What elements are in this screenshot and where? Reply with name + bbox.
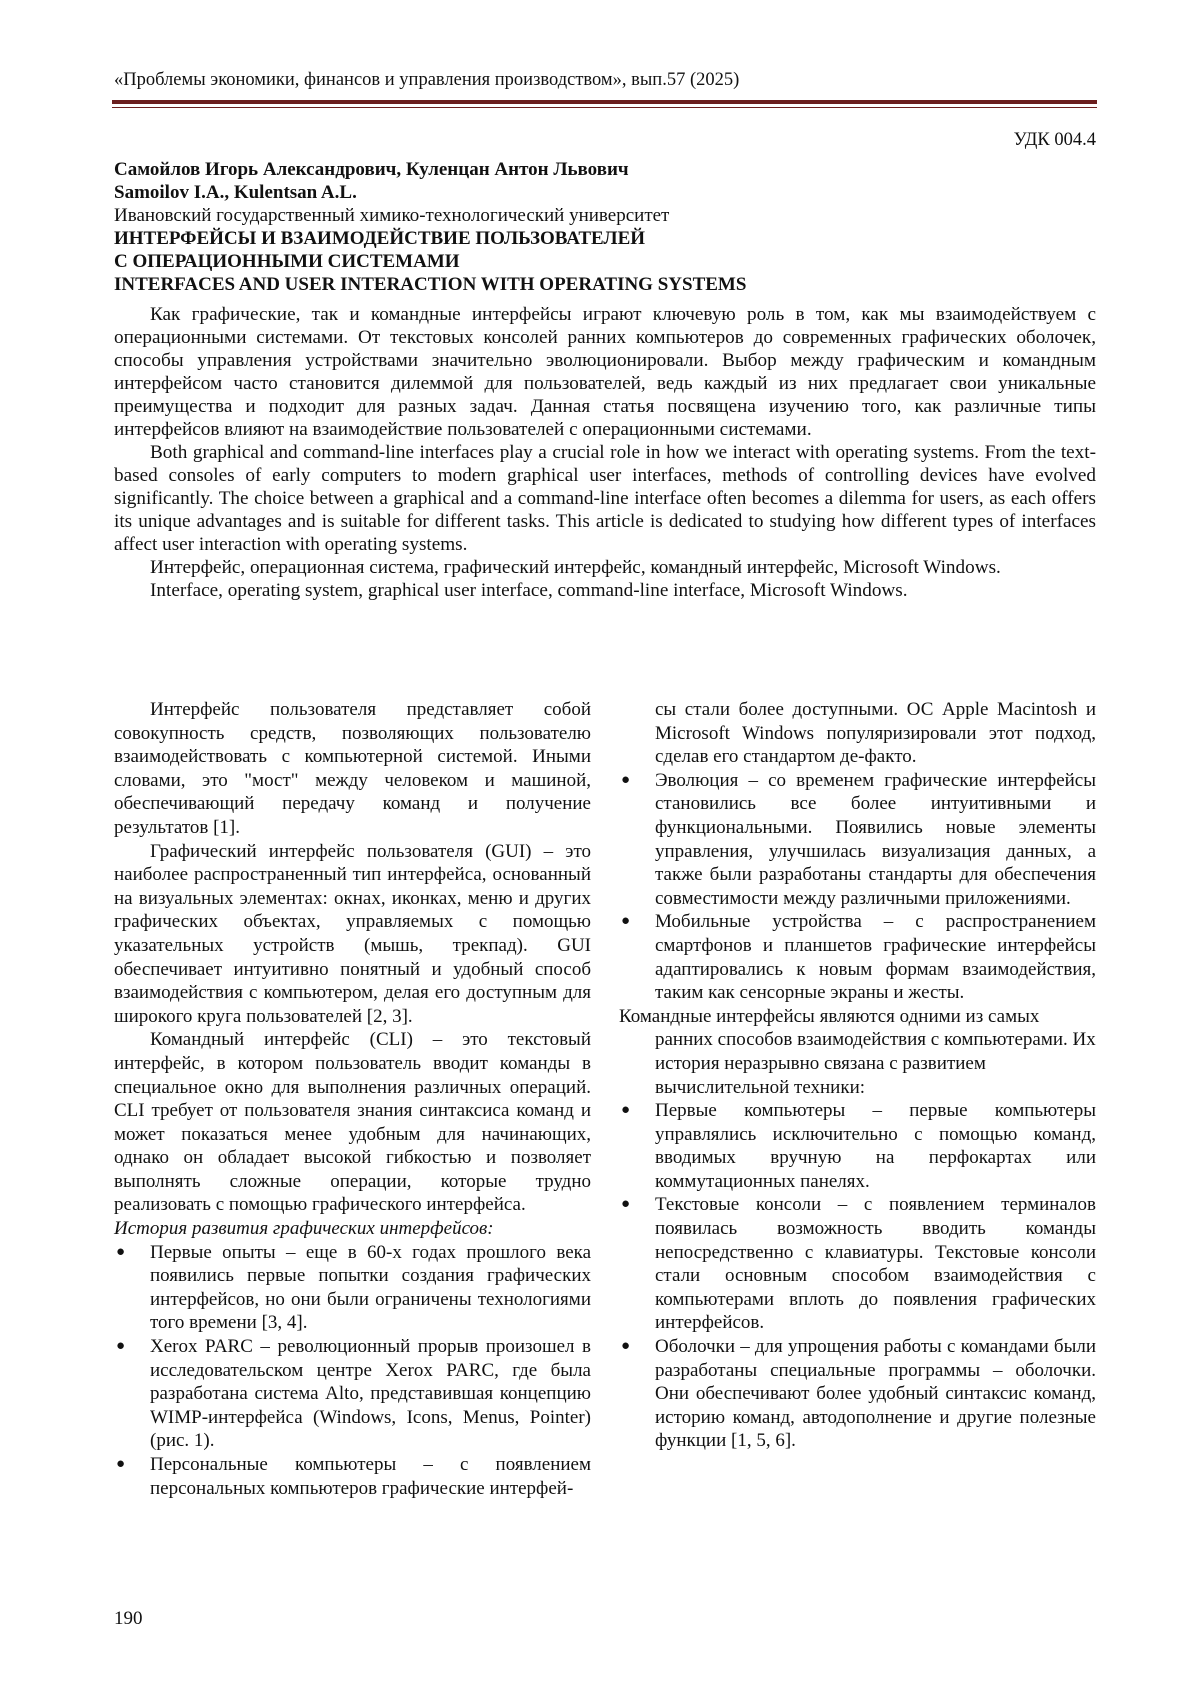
page-number: 190 (114, 1608, 143, 1629)
abstract-en: Both graphical and command-line interfaces play a crucial role in how we interact with operating systems. From the text-based consoles of early computers to modern graphical user interfaces, methods of controlling devices have evolved significantly. The choice between a graphical and a command-line interface often becomes a dilemma for users, as each offers its unique advantages and is suitable for different tasks. This article is dedicated to studying how different types of interfaces affect user interaction with operating systems. (114, 442, 1096, 555)
cli-history-list (619, 1099, 1096, 1453)
list-item: ● Оболочки – для упрощения работы с командами были разработаны специальные программы – оболочки. Они обеспечивают более удобный синтаксис команд, историю команд, автодополнение и другие полезные функции [1, 5, 6]. (619, 1335, 1096, 1453)
list-item: ● Текстовые консоли – с появлением терминалов появилась возможность вводить команды непосредственно с клавиатуры. Текстовые консоли стали основным способом взаимодействия с компьютерами вплоть до появления графических интерфейсов. (619, 1193, 1096, 1335)
title-ru-line-2: С ОПЕРАЦИОННЫМИ СИСТЕМАМИ (114, 251, 460, 272)
paragraph-interface-definition: Интерфейс пользователя представляет собой совокупность средств, позволяющих пользователю взаимодействовать с компьютерной системой. Иными словами, это "мост" между человеком и машиной, обеспечивающий передачу команд и получение результатов [1]. (114, 699, 591, 838)
affiliation: Ивановский государственный химико-технологический университет (114, 205, 670, 226)
list-item: ● Первые опыты – еще в 60-х годах прошлого века появились первые попытки создания графических интерфейсов, но они были ограничены технологиями того времени [3, 4]. (114, 1241, 591, 1335)
list-item-continuation: сы стали более доступными. ОС Apple Macintosh и Microsoft Windows популяризировали этот подход, сделав его стандартом де-факто. (655, 699, 1096, 768)
gui-history-list (114, 1241, 591, 1501)
abstract-ru: Как графические, так и командные интерфейсы играют ключевую роль в том, как мы взаимодействуем с операционными системами. От текстовых консолей ранних компьютеров до современных графических оболочек, способы управления устройствами значительно эволюционировали. Выбор между графическим и командным интерфейсом часто становится дилеммой для пользователей, ведь каждый из них предлагает свои уникальные преимущества и подходит для разных задач. Данная статья посвящена изучению того, как различные типы интерфейсов влияют на взаимодействие пользователей с операционными системами. (114, 304, 1096, 440)
list-item: ● Мобильные устройства – с распространением смартфонов и планшетов графические интерфейсы адаптировались к новым формам взаимодействия, таким как сенсорные экраны и жесты. (619, 910, 1096, 1004)
header-rule-thin (112, 107, 1097, 108)
body-column-right (619, 698, 1096, 1453)
list-item: ● Персональные компьютеры – с появлением персональных компьютеров графические интерфей- (114, 1453, 591, 1500)
paragraph-cli-history: Командные интерфейсы являются одними из самых ранних способов взаимодействия с компьютерами. Их история неразрывно связана с развитием вычислительной техники: (619, 1005, 1096, 1098)
abstract-block (114, 303, 1096, 602)
authors-ru: Самойлов Игорь Александрович, Куленцан Антон Львович (114, 159, 629, 180)
title-en: INTERFACES AND USER INTERACTION WITH OPERATING SYSTEMS (114, 274, 747, 295)
udk-code: УДК 004.4 (1013, 130, 1096, 150)
list-item: ● Xerox PARC – революционный прорыв произошел в исследовательском центре Xerox PARC, где была разработана система Alto, представившая концепцию WIMP-интерфейса (Windows, Icons, Menus, Pointer) (рис. 1). (114, 1335, 591, 1453)
authors-en: Samoilov I.A., Kulentsan A.L. (114, 182, 357, 203)
gui-history-list-cont (619, 769, 1096, 1005)
paragraph-gui: Графический интерфейс пользователя (GUI) – это наиболее распространенный тип интерфейса, основанный на визуальных элементах: окнах, иконках, меню и других графических объектах, управляемых с помощью указательных устройств (мышь, трекпад). GUI обеспечивает интуитивно понятный и удобный способ взаимодействия с компьютером, делая его доступным для широкого круга пользователей [2, 3]. (114, 840, 591, 1027)
list-item: ● Первые компьютеры – первые компьютеры управлялись исключительно с помощью команд, вводимых вручную на перфокартах или коммутационных панелях. (619, 1099, 1096, 1193)
body-column-left (114, 698, 591, 1500)
title-ru-line-1: ИНТЕРФЕЙСЫ И ВЗАИМОДЕЙСТВИЕ ПОЛЬЗОВАТЕЛЕЙ (114, 228, 646, 249)
header-rule-thick (112, 100, 1097, 104)
paragraph-cli: Командный интерфейс (CLI) – это текстовый интерфейс, в котором пользователь вводит команды в специальное окно для выполнения различных операций. CLI требует от пользователя знания синтаксиса команд и может показаться менее удобным для начинающих, однако он обладает высокой гибкостью и позволяет выполнять сложные операции, которые трудно реализовать с помощью графического интерфейса. (114, 1029, 591, 1216)
keywords-ru: Интерфейс, операционная система, графический интерфейс, командный интерфейс, Microsoft Windows. (150, 557, 1001, 578)
keywords-en: Interface, operating system, graphical user interface, command-line interface, Microsoft Windows. (150, 580, 908, 601)
article-head (114, 158, 1096, 296)
history-heading: История развития графических интерфейсов: (114, 1218, 494, 1240)
list-item: ● Эволюция – со временем графические интерфейсы становились все более интуитивными и функциональными. Появились новые элементы управления, улучшилась визуализация данных, а также были разработаны стандарты для обеспечения совместимости между различными приложениями. (619, 769, 1096, 911)
running-header: «Проблемы экономики, финансов и управления производством», вып.57 (2025) (114, 70, 740, 90)
